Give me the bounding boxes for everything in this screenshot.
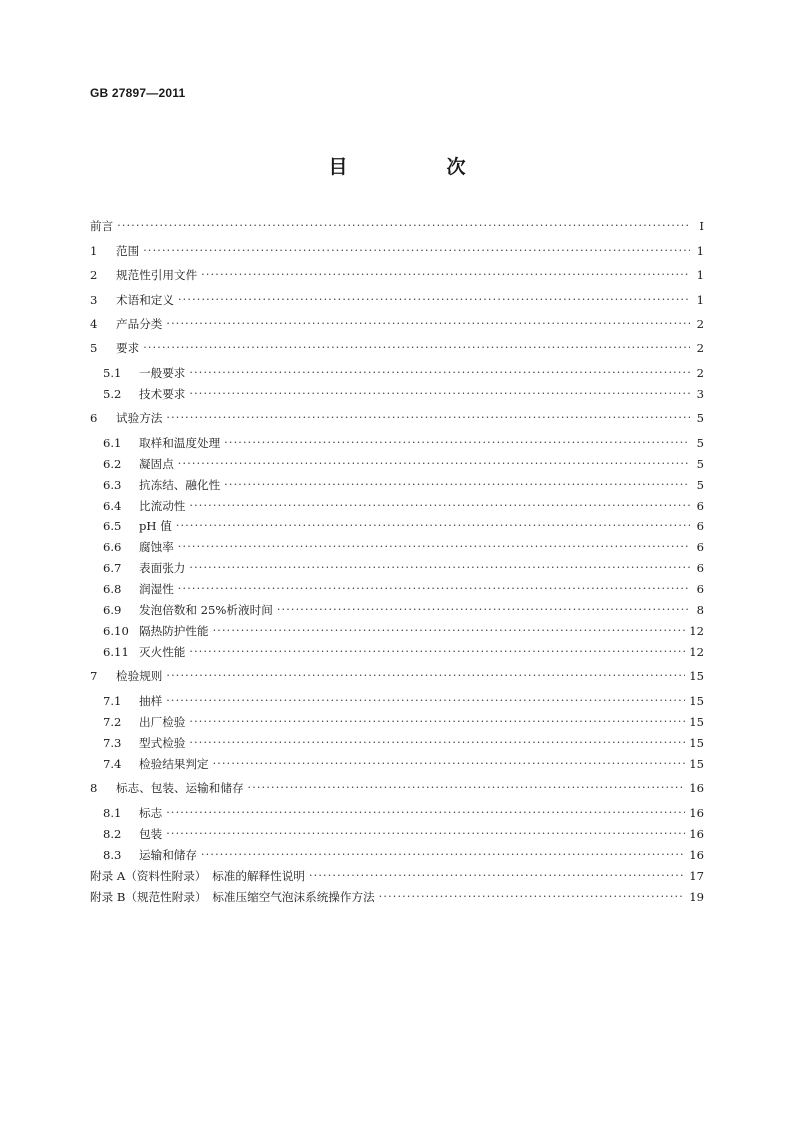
toc-entry[interactable] <box>90 516 704 536</box>
toc-entry-number: 3 <box>90 293 98 307</box>
dot-leader <box>189 363 690 383</box>
toc-entry-title: 比流动性 <box>139 499 186 513</box>
toc-entry[interactable] <box>90 433 704 453</box>
toc-entry[interactable] <box>90 558 704 578</box>
toc-entry-title: 产品分类 <box>116 317 163 331</box>
dot-leader <box>189 733 685 753</box>
toc-entry-page: 16 <box>689 827 704 841</box>
toc-entry[interactable] <box>90 408 704 428</box>
dot-leader <box>143 241 690 261</box>
toc-entry[interactable] <box>90 454 704 474</box>
dot-leader <box>178 290 690 310</box>
toc-entry[interactable] <box>90 803 704 823</box>
dot-leader <box>213 754 686 774</box>
toc-entry-number: 7.4 <box>103 757 122 771</box>
toc-entry-number: 6.1 <box>103 436 122 450</box>
toc-entry-title: 出厂检验 <box>139 715 186 729</box>
toc-entry-title: 检验规则 <box>116 669 163 683</box>
toc-entry-title: 要求 <box>116 341 140 355</box>
toc-entry-page: 8 <box>696 603 704 617</box>
dot-leader <box>166 408 690 428</box>
toc-entry-number: 6.7 <box>103 561 122 575</box>
toc-entry[interactable] <box>90 475 704 495</box>
dot-leader <box>309 866 685 886</box>
toc-entry-number: 5 <box>90 341 98 355</box>
toc-entry-page: 6 <box>696 499 704 513</box>
dot-leader <box>178 537 690 557</box>
dot-leader <box>248 778 686 798</box>
toc-entry-number: 4 <box>90 317 98 331</box>
toc-entry-page: 19 <box>689 890 704 904</box>
toc-entry-number: 1 <box>90 244 98 258</box>
toc-entry[interactable] <box>90 866 704 886</box>
toc-entry[interactable] <box>90 733 704 753</box>
toc-entry-page: 6 <box>696 540 704 554</box>
toc-entry-page: 15 <box>689 715 704 729</box>
toc-entry[interactable] <box>90 754 704 774</box>
dot-leader <box>189 712 685 732</box>
toc-entry-title: 抽样 <box>139 694 163 708</box>
toc-entry-number: 5.2 <box>103 387 122 401</box>
toc-entry-page: 5 <box>696 436 704 450</box>
toc-entry-title: 运输和储存 <box>139 848 197 862</box>
toc-entry-page: 1 <box>696 268 704 282</box>
toc-entry[interactable] <box>90 496 704 516</box>
toc-entry-number: 8 <box>90 781 98 795</box>
toc-entry[interactable] <box>90 600 704 620</box>
toc-entry-title: 抗冻结、融化性 <box>139 478 221 492</box>
toc-entry[interactable] <box>90 363 704 383</box>
toc-entry-page: 12 <box>689 645 704 659</box>
dot-leader <box>166 803 685 823</box>
toc-entry[interactable] <box>90 338 704 358</box>
toc-entry-title: 技术要求 <box>139 387 186 401</box>
toc-entry-number: 2 <box>90 268 98 282</box>
toc-entry[interactable] <box>90 265 704 285</box>
dot-leader <box>166 666 685 686</box>
toc-entry-number: 6.5 <box>103 519 122 533</box>
dot-leader <box>189 496 690 516</box>
toc-entry-title: 前言 <box>90 219 114 233</box>
dot-leader <box>117 216 690 236</box>
toc-entry[interactable] <box>90 621 704 641</box>
dot-leader <box>213 621 686 641</box>
toc-entry-page: 5 <box>696 457 704 471</box>
toc-entry-title: 检验结果判定 <box>139 757 209 771</box>
toc-entry-page: 16 <box>689 806 704 820</box>
toc-entry-title: 型式检验 <box>139 736 186 750</box>
dot-leader <box>224 433 690 453</box>
toc-entry-page: 2 <box>696 317 704 331</box>
toc-entry-title: 灭火性能 <box>139 645 186 659</box>
toc-entry[interactable] <box>90 537 704 557</box>
toc-entry-page: 1 <box>696 244 704 258</box>
toc-entry-page: 1 <box>696 293 704 307</box>
dot-leader <box>166 314 690 334</box>
toc-entry-title: 隔热防护性能 <box>139 624 209 638</box>
dot-leader <box>143 338 690 358</box>
toc-entry-page: Ⅰ <box>699 219 704 233</box>
toc-entry-title: 标志、包装、运输和储存 <box>116 781 244 795</box>
toc-entry-title: 规范性引用文件 <box>116 268 198 282</box>
toc-entry-title: 表面张力 <box>139 561 186 575</box>
toc-entry[interactable] <box>90 384 704 404</box>
toc-entry-number: 6.11 <box>103 645 129 659</box>
toc-entry-page: 15 <box>689 669 704 683</box>
toc-entry-page: 16 <box>689 781 704 795</box>
toc-entry-number: 6.2 <box>103 457 122 471</box>
toc-entry[interactable] <box>90 712 704 732</box>
toc-entry-title: 术语和定义 <box>116 293 174 307</box>
toc-entry-number: 8.1 <box>103 806 122 820</box>
dot-leader <box>201 265 690 285</box>
toc-entry-number: 8.2 <box>103 827 122 841</box>
toc-entry-number: 7 <box>90 669 98 683</box>
toc-entry[interactable] <box>90 691 704 711</box>
toc-entry-title: 标志 <box>139 806 163 820</box>
standard-code: GB 27897—2011 <box>90 86 186 100</box>
toc-entry[interactable] <box>90 216 704 236</box>
toc-entry-number: 6 <box>90 411 98 425</box>
toc-entry[interactable] <box>90 778 704 798</box>
toc-entry-title: 一般要求 <box>139 366 186 380</box>
toc-entry-number: 6.8 <box>103 582 122 596</box>
toc-entry-page: 6 <box>696 582 704 596</box>
toc-entry[interactable] <box>90 579 704 599</box>
toc-entry-title: 范围 <box>116 244 140 258</box>
toc-entry-title: 润湿性 <box>139 582 174 596</box>
toc-entry-page: 15 <box>689 757 704 771</box>
toc-entry-title: 取样和温度处理 <box>139 436 221 450</box>
toc-entry-number: 7.1 <box>103 694 122 708</box>
toc-entry[interactable] <box>90 642 704 662</box>
toc-entry-page: 5 <box>696 478 704 492</box>
dot-leader <box>176 516 690 536</box>
toc-entry-number: 7.3 <box>103 736 122 750</box>
toc-entry-page: 2 <box>696 341 704 355</box>
toc-entry-title: 附录 B（规范性附录） 标准压缩空气泡沫系统操作方法 <box>90 890 375 904</box>
dot-leader <box>189 642 685 662</box>
toc-entry-number: 6.10 <box>103 624 129 638</box>
toc-entry-number: 8.3 <box>103 848 122 862</box>
toc-entry-page: 6 <box>696 561 704 575</box>
toc-entry[interactable] <box>90 290 704 310</box>
toc-entry-page: 3 <box>696 387 704 401</box>
dot-leader <box>224 475 690 495</box>
toc-entry-number: 6.4 <box>103 499 122 513</box>
toc-entry[interactable] <box>90 241 704 261</box>
toc-entry[interactable] <box>90 824 704 844</box>
dot-leader <box>178 454 690 474</box>
dot-leader <box>201 845 685 865</box>
toc-entry-title: 包装 <box>139 827 163 841</box>
page-title: 目 次 <box>328 156 506 178</box>
dot-leader <box>277 600 690 620</box>
toc-entry-page: 5 <box>696 411 704 425</box>
toc-entry-number: 5.1 <box>103 366 122 380</box>
toc-entry[interactable] <box>90 887 704 907</box>
dot-leader <box>166 824 685 844</box>
toc-entry-number: 6.3 <box>103 478 122 492</box>
toc-entry-page: 12 <box>689 624 704 638</box>
dot-leader <box>189 384 690 404</box>
toc-entry-title: 腐蚀率 <box>139 540 174 554</box>
toc-entry-title: 发泡倍数和 25%析液时间 <box>139 603 273 617</box>
toc-entry-page: 6 <box>696 519 704 533</box>
toc-entry-number: 6.9 <box>103 603 122 617</box>
dot-leader <box>379 887 686 907</box>
dot-leader <box>166 691 685 711</box>
toc-entry-number: 6.6 <box>103 540 122 554</box>
toc-entry-title: pH 值 <box>139 519 172 533</box>
toc-entry-page: 15 <box>689 736 704 750</box>
toc-entry-page: 17 <box>689 869 704 883</box>
toc-entry[interactable] <box>90 845 704 865</box>
toc-entry-page: 2 <box>696 366 704 380</box>
toc-entry-title: 试验方法 <box>116 411 163 425</box>
toc-entry[interactable] <box>90 666 704 686</box>
dot-leader <box>178 579 690 599</box>
dot-leader <box>189 558 690 578</box>
toc-entry-title: 附录 A（资料性附录） 标准的解释性说明 <box>90 869 305 883</box>
toc-entry-page: 16 <box>689 848 704 862</box>
toc-entry[interactable] <box>90 314 704 334</box>
toc-entry-number: 7.2 <box>103 715 122 729</box>
toc-entry-title: 凝固点 <box>139 457 174 471</box>
toc-entry-page: 15 <box>689 694 704 708</box>
